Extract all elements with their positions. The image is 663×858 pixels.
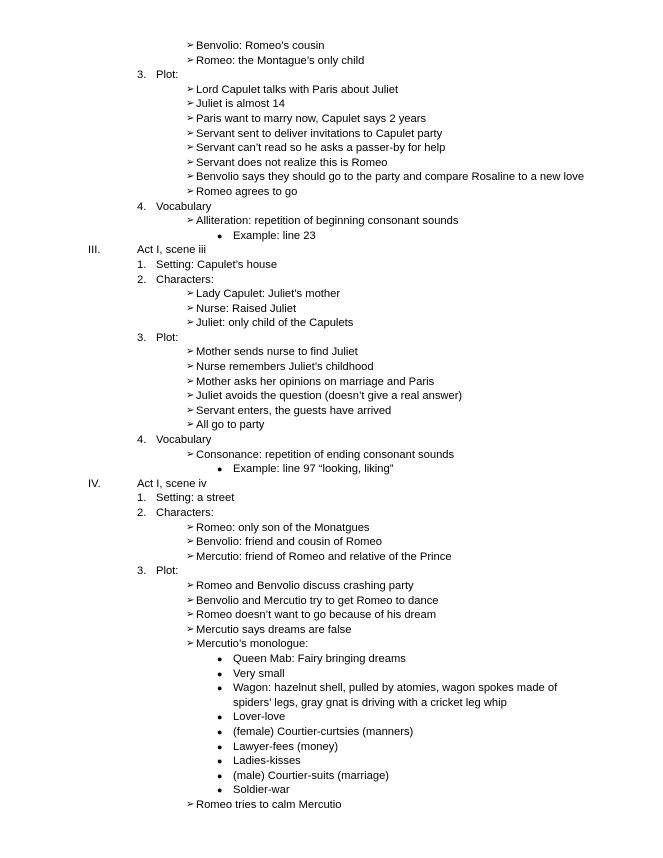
outline-line <box>0 360 663 375</box>
bullet-dot-icon: ● <box>217 668 223 679</box>
bullet-dot-icon: ● <box>217 653 223 664</box>
outline-line <box>0 740 663 755</box>
arrow-bullet-icon: ➢ <box>186 171 195 183</box>
outline-text: Lady Capulet: Juliet’s mother <box>196 288 341 301</box>
list-marker: 1. <box>137 492 147 505</box>
arrow-bullet-icon: ➢ <box>186 98 195 110</box>
outline-text: Benvolio: Romeo’s cousin <box>196 40 325 52</box>
outline-text: Romeo doesn’t want to go because of his dream <box>196 609 437 622</box>
outline-line <box>0 156 663 171</box>
outline-text: Lover-love <box>233 711 286 724</box>
outline-text: Romeo: the Montague’s only child <box>196 54 365 67</box>
outline-line <box>0 491 663 506</box>
outline-text: Servant does not realize this is Romeo <box>196 156 388 169</box>
outline-text: Nurse: Raised Juliet <box>196 302 297 315</box>
outline-text: Benvolio and Mercutio try to get Romeo to dance <box>196 594 439 607</box>
outline-line <box>0 302 663 317</box>
outline-line <box>0 783 663 798</box>
list-marker: 2. <box>137 507 147 519</box>
arrow-bullet-icon: ➢ <box>186 185 195 197</box>
outline-line <box>0 725 663 740</box>
outline-line <box>0 637 663 652</box>
outline-text: Plot: <box>156 565 179 578</box>
outline-line <box>0 652 663 667</box>
outline-line <box>0 83 663 98</box>
arrow-bullet-icon: ➢ <box>186 156 195 168</box>
outline-line <box>0 462 663 477</box>
arrow-bullet-icon: ➢ <box>186 609 195 621</box>
outline-line <box>0 564 663 579</box>
bullet-dot-icon: ● <box>217 683 223 694</box>
outline-line <box>0 418 663 433</box>
outline-line <box>0 667 663 682</box>
bullet-dot-icon: ● <box>217 230 223 241</box>
outline-line <box>0 477 663 492</box>
outline-line <box>0 754 663 769</box>
arrow-bullet-icon: ➢ <box>186 375 195 387</box>
outline-text: Example: line 23 <box>233 229 316 242</box>
outline-line <box>0 506 663 521</box>
outline-text: (female) Courtier-curtsies (manners) <box>233 725 414 738</box>
outline-line <box>0 389 663 404</box>
outline-line <box>0 127 663 142</box>
outline-document <box>0 39 663 812</box>
outline-line <box>0 170 663 185</box>
outline-text: Act I, scene iii <box>137 244 207 257</box>
outline-text: Wagon: hazelnut shell, pulled by atomies, wagon spokes made of spiders’ legs, gray gnat is driving with a cricket leg whip <box>233 682 558 709</box>
outline-line <box>0 550 663 565</box>
outline-line <box>0 243 663 258</box>
arrow-bullet-icon: ➢ <box>186 112 195 124</box>
outline-text: Act I, scene iv <box>137 477 207 490</box>
bullet-dot-icon: ● <box>217 741 223 752</box>
outline-line <box>0 608 663 623</box>
bullet-dot-icon: ● <box>217 770 223 781</box>
outline-text: Mercutio’s monologue: <box>196 638 309 651</box>
arrow-bullet-icon: ➢ <box>186 536 195 548</box>
outline-line <box>0 798 663 813</box>
outline-text: Servant enters, the guests have arrived <box>196 404 392 417</box>
outline-text: Juliet avoids the question (doesn’t give a real answer) <box>196 390 463 403</box>
outline-text: Juliet is almost 14 <box>196 98 285 111</box>
outline-text: Vocabulary <box>156 434 212 447</box>
outline-line <box>0 681 663 710</box>
outline-text: Ladies-kisses <box>233 755 301 768</box>
outline-text: Lord Capulet talks with Paris about Juliet <box>196 83 399 96</box>
arrow-bullet-icon: ➢ <box>186 419 195 431</box>
arrow-bullet-icon: ➢ <box>186 390 195 402</box>
outline-line <box>0 594 663 609</box>
outline-line <box>0 112 663 127</box>
bullet-dot-icon: ● <box>217 726 223 737</box>
outline-line <box>0 273 663 288</box>
list-marker: 3. <box>137 331 147 344</box>
arrow-bullet-icon: ➢ <box>186 40 195 51</box>
outline-text: Benvolio says they should go to the party and compare Rosaline to a new love <box>196 171 585 184</box>
outline-line <box>0 185 663 200</box>
arrow-bullet-icon: ➢ <box>186 54 195 66</box>
bullet-dot-icon: ● <box>217 464 223 475</box>
arrow-bullet-icon: ➢ <box>186 317 195 329</box>
arrow-bullet-icon: ➢ <box>186 215 195 227</box>
outline-text: Mother sends nurse to find Juliet <box>196 346 358 359</box>
outline-text: Mercutio says dreams are false <box>196 623 352 636</box>
outline-text: Consonance: repetition of ending consonant sounds <box>196 448 455 461</box>
outline-line <box>0 433 663 448</box>
outline-text: Benvolio: friend and cousin of Romeo <box>196 536 382 549</box>
outline-text: Plot: <box>156 69 179 82</box>
outline-text: All go to party <box>196 419 265 432</box>
outline-text: Setting: Capulet’s house <box>156 258 278 271</box>
outline-text: Juliet: only child of the Capulets <box>196 317 354 330</box>
outline-text: Romeo tries to calm Mercutio <box>196 798 342 811</box>
outline-text: Very small <box>233 667 285 680</box>
outline-text: Characters: <box>156 273 214 286</box>
outline-line <box>0 710 663 725</box>
bullet-dot-icon: ● <box>217 756 223 767</box>
outline-line <box>0 345 663 360</box>
outline-text: Soldier-war <box>233 784 290 797</box>
arrow-bullet-icon: ➢ <box>186 579 195 591</box>
outline-line <box>0 287 663 302</box>
list-marker: 4. <box>137 434 147 447</box>
outline-line <box>0 200 663 215</box>
outline-line <box>0 229 663 244</box>
arrow-bullet-icon: ➢ <box>186 127 195 139</box>
list-marker: IV. <box>88 477 101 490</box>
list-marker: III. <box>88 244 101 257</box>
outline-text: Plot: <box>156 331 179 344</box>
outline-line <box>0 769 663 784</box>
list-marker: 2. <box>137 273 147 286</box>
list-marker: 1. <box>137 258 147 271</box>
outline-text: Romeo and Benvolio discuss crashing party <box>196 579 414 592</box>
outline-line <box>0 579 663 594</box>
outline-line <box>0 258 663 273</box>
list-marker: 3. <box>137 69 147 82</box>
bullet-dot-icon: ● <box>217 712 223 723</box>
outline-text: Setting: a street <box>156 492 235 505</box>
arrow-bullet-icon: ➢ <box>186 404 195 416</box>
outline-line <box>0 375 663 390</box>
arrow-bullet-icon: ➢ <box>186 361 195 373</box>
outline-line <box>0 521 663 536</box>
arrow-bullet-icon: ➢ <box>186 83 195 95</box>
arrow-bullet-icon: ➢ <box>186 594 195 606</box>
outline-text: Characters: <box>156 507 214 519</box>
arrow-bullet-icon: ➢ <box>186 521 195 533</box>
outline-text: Servant sent to deliver invitations to Capulet party <box>196 127 443 140</box>
list-marker: 4. <box>137 200 147 213</box>
outline-text: Nurse remembers Juliet’s childhood <box>196 361 374 374</box>
outline-text: Paris want to marry now, Capulet says 2 years <box>196 112 427 125</box>
arrow-bullet-icon: ➢ <box>186 623 195 635</box>
outline-line <box>0 141 663 156</box>
arrow-bullet-icon: ➢ <box>186 346 195 358</box>
outline-line <box>0 404 663 419</box>
arrow-bullet-icon: ➢ <box>186 638 195 650</box>
outline-text: Servant can’t read so he asks a passer-by for help <box>196 142 446 155</box>
list-marker: 3. <box>137 565 147 578</box>
bullet-dot-icon: ● <box>217 785 223 796</box>
arrow-bullet-icon: ➢ <box>186 550 195 562</box>
outline-line <box>0 331 663 346</box>
arrow-bullet-icon: ➢ <box>186 142 195 154</box>
outline-line <box>0 68 663 83</box>
outline-text: Mother asks her opinions on marriage and Paris <box>196 375 435 388</box>
outline-line <box>0 316 663 331</box>
outline-line <box>0 39 663 54</box>
outline-line <box>0 448 663 463</box>
arrow-bullet-icon: ➢ <box>186 798 195 810</box>
outline-line <box>0 535 663 550</box>
outline-text: Romeo: only son of the Monatgues <box>196 521 370 534</box>
outline-text: Romeo agrees to go <box>196 185 298 198</box>
arrow-bullet-icon: ➢ <box>186 288 195 300</box>
outline-line <box>0 54 663 69</box>
outline-text: Lawyer-fees (money) <box>233 740 339 753</box>
outline-text: (male) Courtier-suits (marriage) <box>233 769 390 782</box>
outline-line <box>0 214 663 229</box>
outline-line <box>0 97 663 112</box>
outline-text: Alliteration: repetition of beginning consonant sounds <box>196 215 459 228</box>
arrow-bullet-icon: ➢ <box>186 448 195 460</box>
outline-text: Queen Mab: Fairy bringing dreams <box>233 652 406 665</box>
outline-text: Vocabulary <box>156 200 212 213</box>
outline-line <box>0 623 663 638</box>
outline-text: Mercutio: friend of Romeo and relative of the Prince <box>196 550 452 563</box>
arrow-bullet-icon: ➢ <box>186 302 195 314</box>
outline-text: Example: line 97 “looking, liking” <box>233 463 394 476</box>
